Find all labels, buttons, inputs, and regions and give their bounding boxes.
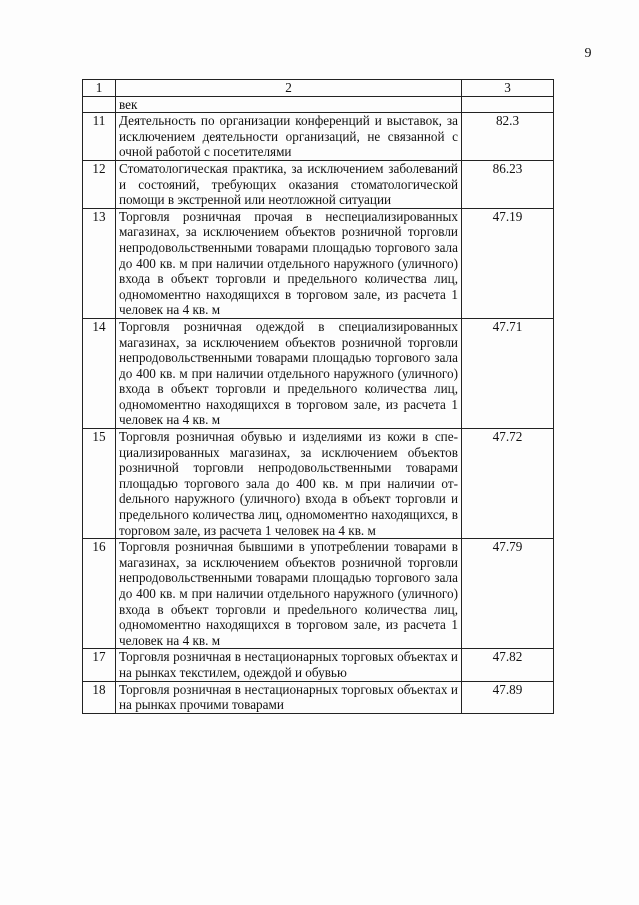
row-activity-code: 47.82 — [462, 649, 554, 681]
activity-codes-table — [82, 79, 554, 714]
row-description: Торговля розничная одеждой в специализированных магазинах, за исключением объектов розничной торговли непродовольственными товарами площадью торгового зала до 400 кв. м при наличии отдельного наружного (уличного) входа в объект торговли и предельного количества лиц, одномоментно находящихся в торговом зале, из расчета 1 человек на 4 кв. м — [116, 318, 462, 428]
row-number: 17 — [83, 649, 116, 681]
row-activity-code: 47.72 — [462, 429, 554, 539]
row-description: Торговля розничная прочая в неспециализированных магазинах, за исключением объектов розничной торговли непродовольственными товарами площадью торгового зала до 400 кв. м при наличии отдельного наружного (уличного) входа в объект торговли и предельного количества лиц, одномоментно находящихся в торговом зале, из расчета 1 человек на 4 кв. м — [116, 208, 462, 318]
row-activity-code: 47.71 — [462, 318, 554, 428]
row-description: Стоматологическая практика, за исключением заболеваний и состояний, требующих оказания стоматологической помощи в экстренной или неотложной ситуации — [116, 160, 462, 208]
row-number: 14 — [83, 318, 116, 428]
table-row — [83, 160, 554, 208]
row-description: Торговля розничная в нестационарных торговых объектах и на рынках прочими товарами — [116, 681, 462, 713]
table-row — [83, 113, 554, 161]
row-number: 15 — [83, 429, 116, 539]
continuation-code-cell — [462, 96, 554, 113]
row-number: 13 — [83, 208, 116, 318]
table-row — [83, 429, 554, 539]
column-header-number: 1 — [83, 80, 116, 97]
table-row — [83, 649, 554, 681]
row-activity-code: 47.19 — [462, 208, 554, 318]
table-row — [83, 681, 554, 713]
row-description: Торговля розничная обувью и изделиями из кожи в специализированных магазинах, за исключением объектов розничной торговли непродовольственными товарами площадью торгового зала до 400 кв. м при наличии отdельного наружного (уличного) входа в объект торговли и предельного количества лиц, одномоментно находящихся, в торговом зале, из расчета 1 человек на 4 кв. м — [116, 429, 462, 539]
continuation-row — [83, 96, 554, 113]
row-number: 18 — [83, 681, 116, 713]
row-number: 16 — [83, 539, 116, 649]
row-activity-code: 47.79 — [462, 539, 554, 649]
table-row — [83, 539, 554, 649]
row-activity-code: 86.23 — [462, 160, 554, 208]
table-row — [83, 318, 554, 428]
continuation-text: век — [116, 96, 462, 113]
row-activity-code: 82.3 — [462, 113, 554, 161]
page-number: 9 — [584, 46, 592, 61]
column-header-code: 3 — [462, 80, 554, 97]
row-description: Деятельность по организации конференций и выставок, за исключением деятельности организаций, не связанной с очной работой с посетителями — [116, 113, 462, 161]
row-number: 11 — [83, 113, 116, 161]
continuation-number-cell — [83, 96, 116, 113]
row-number: 12 — [83, 160, 116, 208]
row-activity-code: 47.89 — [462, 681, 554, 713]
row-description: Торговля розничная в нестационарных торговых объектах и на рынках текстилем, одеждой и обувью — [116, 649, 462, 681]
row-description: Торговля розничная бывшими в употреблении товарами в магазинах, за исключением объектов розничной торговли непродовольственными товарами площадью торгового зала до 400 кв. м при наличии отдельного наружного (уличного) входа в объект торговли и преdельного количества лиц, одномоментно находящихся в торговом зале, из расчета 1 человек на 4 кв. м — [116, 539, 462, 649]
table-row — [83, 208, 554, 318]
column-header-description: 2 — [116, 80, 462, 97]
table-header-row — [83, 80, 554, 97]
